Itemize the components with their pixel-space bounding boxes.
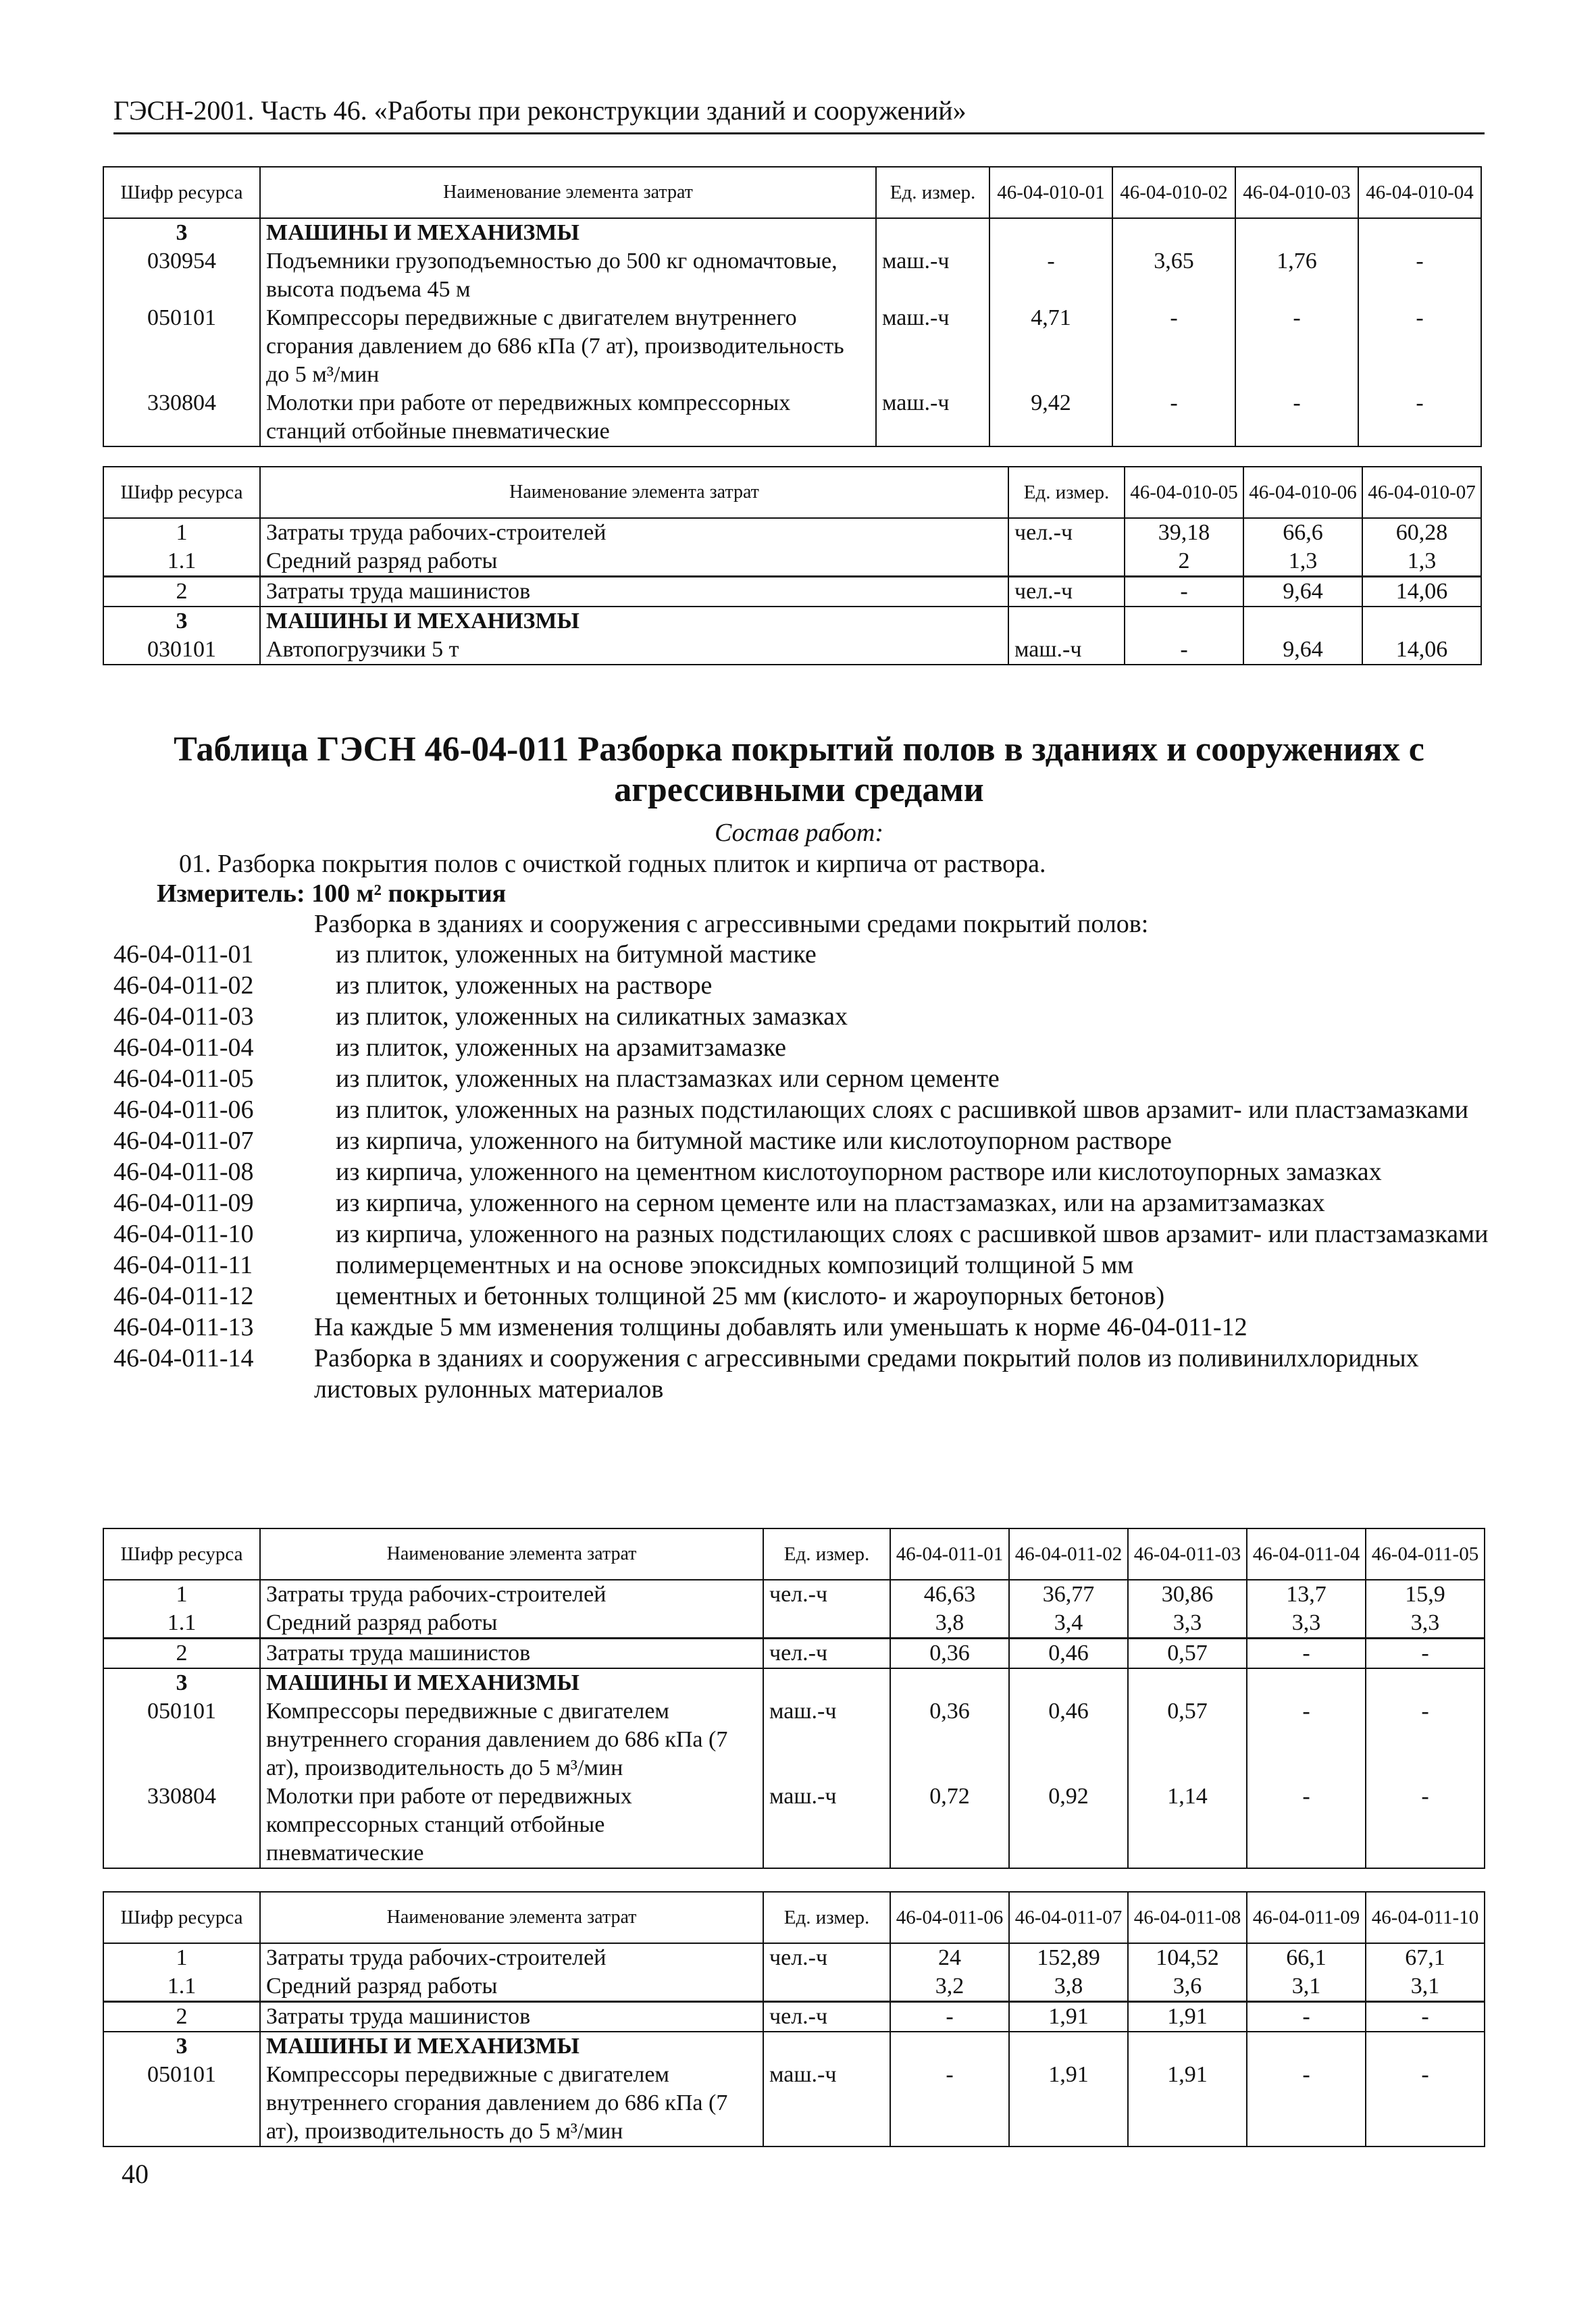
col-header-unit: Ед. измер.: [763, 1892, 890, 1943]
resource-code: 050101: [103, 1697, 260, 1782]
value-cell: -: [1235, 389, 1358, 446]
resource-code: 2: [103, 1639, 260, 1669]
value-cell: 14,06: [1362, 636, 1481, 665]
cost-element-name: Автопогрузчики 5 т: [260, 636, 1008, 665]
value-cell: 0,36: [890, 1697, 1009, 1782]
value-cell: -: [989, 247, 1112, 304]
value-cell: 0,57: [1128, 1697, 1247, 1782]
value-cell: 9,64: [1243, 577, 1362, 607]
col-header-norm: 46-04-010-01: [989, 167, 1112, 218]
unit-cell: маш.-ч: [876, 389, 989, 446]
value-cell: -: [1247, 1697, 1366, 1782]
items-intro: Разборка в зданиях и сооружения с агрессивными средами покрытий полов:: [314, 910, 1149, 938]
col-header-norm: 46-04-010-06: [1243, 467, 1362, 518]
resource-code: 1: [103, 1580, 260, 1609]
norm-description: из кирпича, уложенного на цементном кислотоупорном растворе или кислотоупорных замазках: [336, 1158, 1382, 1186]
value-cell: 0,36: [890, 1639, 1009, 1669]
value-cell: 39,18: [1125, 518, 1243, 547]
norm-table-010-01-04: [103, 166, 1482, 447]
unit-cell: чел.-ч: [763, 1580, 890, 1609]
resource-code: 1: [103, 1943, 260, 1972]
value-cell: 3,8: [1009, 1972, 1128, 2002]
norm-code: 46-04-011-12: [113, 1282, 254, 1310]
col-header-unit: Ед. измер.: [1008, 467, 1125, 518]
value-cell: -: [1247, 1639, 1366, 1669]
measure-unit: Измеритель: 100 м² покрытия: [157, 879, 507, 908]
norm-table-010-05-07: [103, 466, 1482, 665]
col-header-norm: 46-04-011-06: [890, 1892, 1009, 1943]
value-cell: 60,28: [1362, 518, 1481, 547]
list-item: [113, 1187, 1491, 1218]
norm-code: 46-04-011-07: [113, 1127, 254, 1155]
norm-description: полимерцементных и на основе эпоксидных композиций толщиной 5 мм: [336, 1251, 1134, 1279]
norm-description: цементных и бетонных толщиной 25 мм (кислото- и жароупорных бетонов): [336, 1282, 1165, 1310]
cost-element-name: МАШИНЫ И МЕХАНИЗМЫ: [260, 607, 1008, 636]
resource-code: 050101: [103, 2061, 260, 2146]
norm-code: 46-04-011-06: [113, 1096, 254, 1124]
col-header-code: Шифр ресурса: [103, 167, 260, 218]
value-cell: 1,91: [1128, 2061, 1247, 2146]
resource-code: 050101: [103, 304, 260, 389]
col-header-code: Шифр ресурса: [103, 467, 260, 518]
table-title: [113, 729, 1485, 811]
value-cell: 15,9: [1366, 1580, 1485, 1609]
norm-table-011-06-10: [103, 1891, 1485, 2147]
page-number: 40: [122, 2159, 149, 2189]
value-cell: 104,52: [1128, 1943, 1247, 1972]
unit-cell: маш.-ч: [763, 1782, 890, 1868]
cost-element-name: Затраты труда машинистов: [260, 1639, 763, 1669]
cost-element-name: Затраты труда рабочих-строителей: [260, 1580, 763, 1609]
cost-element-name: Средний разряд работы: [260, 1609, 763, 1639]
norm-code: 46-04-011-13: [113, 1313, 254, 1341]
cost-element-name: Средний разряд работы: [260, 547, 1008, 577]
unit-cell: маш.-ч: [763, 1697, 890, 1782]
col-header-norm: 46-04-010-03: [1235, 167, 1358, 218]
col-header-norm: 46-04-011-07: [1009, 1892, 1128, 1943]
norm-description: из кирпича, уложенного на битумной мастике или кислотоупорном растворе: [336, 1127, 1172, 1155]
norm-code: 46-04-011-02: [113, 971, 254, 1000]
resource-code: 1.1: [103, 1972, 260, 2002]
value-cell: 1,91: [1009, 2061, 1128, 2146]
value-cell: 0,57: [1128, 1639, 1247, 1669]
value-cell: -: [890, 2002, 1009, 2032]
norm-table-011-01-05: [103, 1528, 1485, 1869]
list-item: [113, 1156, 1491, 1187]
list-item: [113, 1250, 1491, 1281]
value-cell: 67,1: [1366, 1943, 1485, 1972]
value-cell: 66,1: [1247, 1943, 1366, 1972]
value-cell: 0,72: [890, 1782, 1009, 1868]
resource-code: 330804: [103, 389, 260, 446]
cost-element-name: Компрессоры передвижные с двигателем внутреннего сгорания давлением до 686 кПа (7 ат), производительность до 5 м³/мин: [260, 1697, 763, 1782]
value-cell: 3,3: [1247, 1609, 1366, 1639]
unit-cell: маш.-ч: [876, 247, 989, 304]
resource-code: 1: [103, 518, 260, 547]
value-cell: 3,4: [1009, 1609, 1128, 1639]
value-cell: 9,42: [989, 389, 1112, 446]
resource-code: 1.1: [103, 1609, 260, 1639]
value-cell: -: [1247, 1782, 1366, 1868]
value-cell: 24: [890, 1943, 1009, 1972]
norm-description: из плиток, уложенных на пластзамазках или серном цементе: [336, 1064, 1000, 1093]
cost-element-name: Подъемники грузоподъемностью до 500 кг одномачтовые, высота подъема 45 м: [260, 247, 876, 304]
table-title-line: агрессивными средами: [614, 771, 984, 809]
value-cell: -: [1112, 389, 1235, 446]
cost-element-name: Затраты труда машинистов: [260, 2002, 763, 2032]
col-header-name: Наименование элемента затрат: [260, 1528, 763, 1580]
value-cell: 30,86: [1128, 1580, 1247, 1609]
norm-code: 46-04-011-04: [113, 1033, 254, 1062]
value-cell: -: [1358, 389, 1481, 446]
resource-code: 3: [103, 1668, 260, 1697]
norm-code: 46-04-011-08: [113, 1158, 254, 1186]
value-cell: 3,8: [890, 1609, 1009, 1639]
col-header-code: Шифр ресурса: [103, 1892, 260, 1943]
resource-code: 030101: [103, 636, 260, 665]
resource-code: 1.1: [103, 547, 260, 577]
work-item: 01. Разборка покрытия полов с очисткой годных плиток и кирпича от раствора.: [179, 850, 1046, 878]
norm-description: из плиток, уложенных на битумной мастике: [336, 940, 817, 969]
norm-description: из кирпича, уложенного на разных подстилающих слоях с расшивкой швов арзамит- или пластзамазками: [336, 1220, 1489, 1248]
col-header-norm: 46-04-011-10: [1366, 1892, 1485, 1943]
value-cell: 3,1: [1247, 1972, 1366, 2002]
cost-element-name: Компрессоры передвижные с двигателем внутреннего сгорания давлением до 686 кПа (7 ат), производительность до 5 м³/мин: [260, 2061, 763, 2146]
col-header-unit: Ед. измер.: [763, 1528, 890, 1580]
list-item: [113, 970, 1491, 1001]
unit-cell: чел.-ч: [763, 1943, 890, 1972]
value-cell: -: [1125, 636, 1243, 665]
value-cell: -: [1247, 2061, 1366, 2146]
cost-element-name: МАШИНЫ И МЕХАНИЗМЫ: [260, 2032, 763, 2061]
list-item: [113, 1281, 1491, 1312]
list-item: [113, 1032, 1491, 1063]
cost-element-name: Молотки при работе от передвижных компрессорных станций отбойные пневматические: [260, 389, 876, 446]
value-cell: 1,3: [1362, 547, 1481, 577]
value-cell: 4,71: [989, 304, 1112, 389]
norm-code: 46-04-011-10: [113, 1220, 254, 1248]
value-cell: 1,14: [1128, 1782, 1247, 1868]
list-item: [113, 1125, 1491, 1156]
cost-element-name: Молотки при работе от передвижных компрессорных станций отбойные пневматические: [260, 1782, 763, 1868]
unit-cell: чел.-ч: [1008, 577, 1125, 607]
value-cell: -: [1112, 304, 1235, 389]
col-header-norm: 46-04-011-04: [1247, 1528, 1366, 1580]
unit-cell: чел.-ч: [763, 1639, 890, 1669]
col-header-norm: 46-04-011-01: [890, 1528, 1009, 1580]
norm-code: 46-04-011-05: [113, 1064, 254, 1093]
resource-code: 030954: [103, 247, 260, 304]
list-item: [113, 1218, 1491, 1250]
resource-code: 3: [103, 2032, 260, 2061]
norm-item-list: [113, 939, 1491, 1405]
col-header-norm: 46-04-011-03: [1128, 1528, 1247, 1580]
cost-element-name: Затраты труда рабочих-строителей: [260, 1943, 763, 1972]
col-header-unit: Ед. измер.: [876, 167, 989, 218]
unit-cell: маш.-ч: [763, 2061, 890, 2146]
col-header-name: Наименование элемента затрат: [260, 167, 876, 218]
value-cell: 3,6: [1128, 1972, 1247, 2002]
norm-code: 46-04-011-09: [113, 1189, 254, 1217]
cost-element-name: МАШИНЫ И МЕХАНИЗМЫ: [260, 1668, 763, 1697]
value-cell: 0,46: [1009, 1697, 1128, 1782]
norm-code: 46-04-011-03: [113, 1002, 254, 1031]
list-item: [113, 1063, 1491, 1094]
col-header-norm: 46-04-010-05: [1125, 467, 1243, 518]
value-cell: -: [1366, 1639, 1485, 1669]
value-cell: 2: [1125, 547, 1243, 577]
list-item: [113, 1312, 1491, 1343]
value-cell: -: [890, 2061, 1009, 2146]
value-cell: 152,89: [1009, 1943, 1128, 1972]
col-header-norm: 46-04-011-02: [1009, 1528, 1128, 1580]
value-cell: -: [1358, 247, 1481, 304]
list-item: [113, 939, 1491, 970]
norm-description: из плиток, уложенных на силикатных замазках: [336, 1002, 848, 1031]
resource-code: 3: [103, 607, 260, 636]
unit-cell: маш.-ч: [876, 304, 989, 389]
running-title: ГЭСН-2001. Часть 46. «Работы при реконструкции зданий и сооружений»: [113, 95, 1485, 134]
value-cell: 14,06: [1362, 577, 1481, 607]
value-cell: 9,64: [1243, 636, 1362, 665]
value-cell: 1,3: [1243, 547, 1362, 577]
col-header-code: Шифр ресурса: [103, 1528, 260, 1580]
value-cell: -: [1358, 304, 1481, 389]
value-cell: 66,6: [1243, 518, 1362, 547]
list-item: [113, 1001, 1491, 1032]
value-cell: 46,63: [890, 1580, 1009, 1609]
cost-element-name: Средний разряд работы: [260, 1972, 763, 2002]
resource-code: 2: [103, 2002, 260, 2032]
value-cell: 1,91: [1128, 2002, 1247, 2032]
value-cell: -: [1366, 1782, 1485, 1868]
value-cell: -: [1125, 577, 1243, 607]
value-cell: 13,7: [1247, 1580, 1366, 1609]
value-cell: 3,3: [1366, 1609, 1485, 1639]
col-header-norm: 46-04-010-02: [1112, 167, 1235, 218]
norm-code: 46-04-011-01: [113, 940, 254, 969]
col-header-norm: 46-04-011-08: [1128, 1892, 1247, 1943]
cost-element-name: Затраты труда машинистов: [260, 577, 1008, 607]
norm-description: На каждые 5 мм изменения толщины добавлять или уменьшать к норме 46-04-011-12: [314, 1313, 1247, 1341]
norm-description: из плиток, уложенных на арзамитзамазке: [336, 1033, 787, 1062]
col-header-name: Наименование элемента затрат: [260, 467, 1008, 518]
value-cell: 3,1: [1366, 1972, 1485, 2002]
resource-code: 330804: [103, 1782, 260, 1868]
col-header-norm: 46-04-011-05: [1366, 1528, 1485, 1580]
cost-element-name: МАШИНЫ И МЕХАНИЗМЫ: [260, 218, 876, 247]
value-cell: 1,76: [1235, 247, 1358, 304]
list-item: [113, 1094, 1491, 1125]
cost-element-name: Затраты труда рабочих-строителей: [260, 518, 1008, 547]
value-cell: 0,92: [1009, 1782, 1128, 1868]
unit-cell: чел.-ч: [763, 2002, 890, 2032]
norm-description: Разборка в зданиях и сооружения с агрессивными средами покрытий полов из поливинилхлоридных листовых рулонных материалов: [314, 1344, 1419, 1404]
col-header-norm: 46-04-010-07: [1362, 467, 1481, 518]
norm-description: из кирпича, уложенного на серном цементе или на пластзамазках, или на арзамитзамазках: [336, 1189, 1325, 1217]
value-cell: 1,91: [1009, 2002, 1128, 2032]
unit-cell: чел.-ч: [1008, 518, 1125, 547]
norm-code: 46-04-011-14: [113, 1344, 254, 1372]
norm-code: 46-04-011-11: [113, 1251, 253, 1279]
table-title-line: Таблица ГЭСН 46-04-011 Разборка покрытий полов в зданиях и сооружениях с: [174, 730, 1424, 769]
cost-element-name: Компрессоры передвижные с двигателем внутреннего сгорания давлением до 686 кПа (7 ат), производительность до 5 м³/мин: [260, 304, 876, 389]
list-item: [113, 1343, 1491, 1405]
value-cell: -: [1366, 2002, 1485, 2032]
value-cell: -: [1366, 2061, 1485, 2146]
value-cell: -: [1366, 1697, 1485, 1782]
value-cell: 3,3: [1128, 1609, 1247, 1639]
value-cell: 36,77: [1009, 1580, 1128, 1609]
value-cell: 0,46: [1009, 1639, 1128, 1669]
norm-description: из плиток, уложенных на растворе: [336, 971, 713, 1000]
norm-description: из плиток, уложенных на разных подстилающих слоях с расшивкой швов арзамит- или пластзамазками: [336, 1096, 1469, 1124]
col-header-norm: 46-04-010-04: [1358, 167, 1481, 218]
composition-label: Состав работ:: [714, 819, 884, 847]
unit-cell: маш.-ч: [1008, 636, 1125, 665]
value-cell: -: [1235, 304, 1358, 389]
resource-code: 3: [103, 218, 260, 247]
value-cell: 3,65: [1112, 247, 1235, 304]
col-header-name: Наименование элемента затрат: [260, 1892, 763, 1943]
value-cell: 3,2: [890, 1972, 1009, 2002]
resource-code: 2: [103, 577, 260, 607]
value-cell: -: [1247, 2002, 1366, 2032]
col-header-norm: 46-04-011-09: [1247, 1892, 1366, 1943]
